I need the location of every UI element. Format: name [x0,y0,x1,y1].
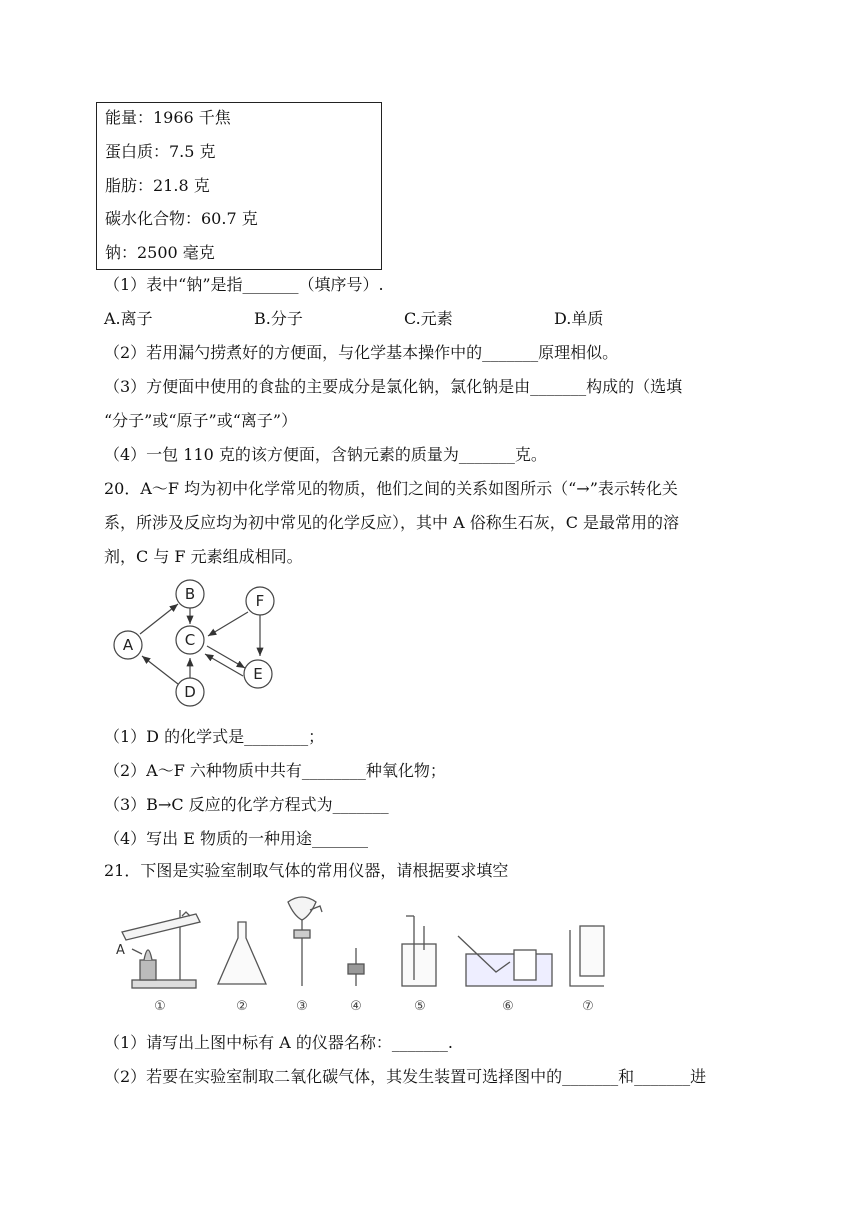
q20-stem-line2: 系，所涉及反应均为初中常见的化学反应），其中 A 俗称生石灰，C 是最常用的溶 [104,513,680,532]
nutrition-row: 能量：1966 千焦 [105,108,231,127]
label-a: A [116,943,125,958]
apparatus-number: ① [154,999,166,1014]
q20-sub1: （1）D 的化学式是________； [104,727,325,746]
apparatus-3-funnel [288,897,322,986]
apparatus-7-collector [570,926,604,986]
apparatus-1 [122,910,200,988]
node-label: A [122,636,134,654]
q19-sub2: （2）若用漏勺捞煮好的方便面，与化学基本操作中的_______原理相似。 [104,343,619,362]
relationship-diagram [100,574,300,708]
apparatus-number: ③ [296,999,308,1014]
apparatus-number: ④ [350,999,362,1014]
node-label: F [255,592,265,610]
q20-sub2: （2）A～F 六种物质中共有________种氧化物； [104,761,446,780]
q21-sub1: （1）请写出上图中标有 A 的仪器名称：_______. [104,1033,453,1052]
q20-stem-line1: 20．A～F 均为初中化学常见的物质，他们之间的关系如图所示（“→”表示转化关 [104,479,678,498]
q20-sub3: （3）B→C 反应的化学方程式为_______ [104,795,389,814]
q19-option-a: A.离子 [104,309,153,328]
apparatus-4-stopper [348,948,364,986]
nutrition-row: 钠：2500 毫克 [105,243,215,262]
node-label: B [184,585,196,603]
apparatus-2-flask [218,922,266,984]
nutrition-row: 碳水化合物：60.7 克 [105,209,258,228]
apparatus-number: ② [236,999,248,1014]
apparatus-number: ⑥ [502,999,514,1014]
apparatus-number: ⑤ [414,999,426,1014]
lab-apparatus-figure [110,892,620,1018]
q19-sub1: （1）表中“钠”是指_______（填序号）. [104,275,384,294]
node-label: D [184,683,196,701]
apparatus-5-bottle [402,916,436,986]
q19-sub4: （4）一包 110 克的该方便面，含钠元素的质量为_______克。 [104,445,547,464]
q21-stem: 21．下图是实验室制取气体的常用仪器，请根据要求填空 [104,861,509,880]
q19-option-b: B.分子 [254,309,303,328]
q20-stem-line3: 剂，C 与 F 元素组成相同。 [104,547,303,566]
node-label: E [253,665,263,683]
apparatus-6-trough [458,936,552,986]
q19-option-d: D.单质 [554,309,604,328]
nutrition-table [96,102,382,270]
nutrition-row: 脂肪：21.8 克 [105,176,210,195]
q19-option-c: C.元素 [404,309,453,328]
q21-sub2: （2）若要在实验室制取二氧化碳气体，其发生装置可选择图中的_______和_______进 [104,1067,707,1086]
nutrition-row: 蛋白质：7.5 克 [105,142,216,161]
q19-sub3-line1: （3）方便面中使用的食盐的主要成分是氯化钠，氯化钠是由_______构成的（选填 [104,377,683,396]
q19-sub3-line2: “分子”或“原子”或“离子”） [104,411,298,430]
q20-sub4: （4）写出 E 物质的一种用途_______ [104,829,369,848]
apparatus-number: ⑦ [582,999,594,1014]
node-label: C [184,631,196,649]
